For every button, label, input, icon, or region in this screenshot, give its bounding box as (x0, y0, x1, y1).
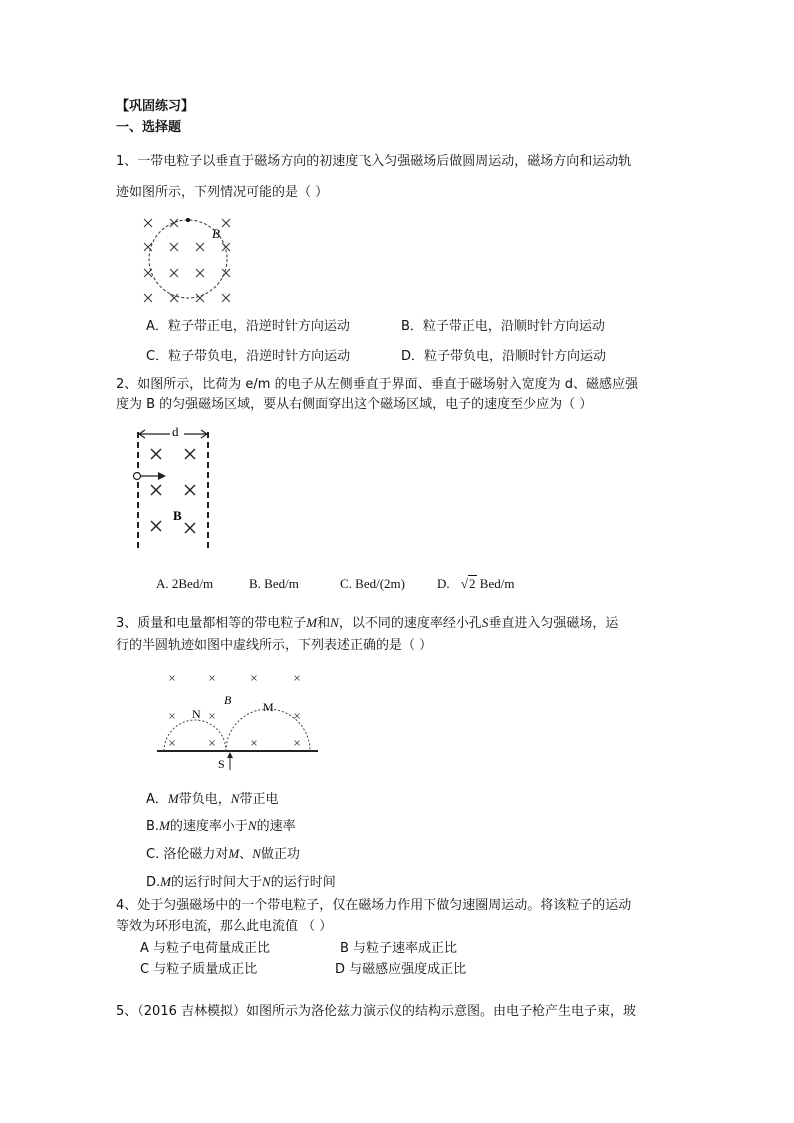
q1-option-b[interactable]: B．粒子带正电，沿顺时针方向运动 (401, 319, 605, 334)
q2-option-d[interactable] (437, 575, 514, 592)
q2-option-a[interactable]: A. 2Bed/m (156, 576, 214, 591)
electron-entry-point (134, 473, 141, 480)
q3-figure (152, 668, 322, 776)
q1-option-d[interactable]: D．粒子带负电，沿顺时针方向运动 (401, 349, 607, 364)
q2-option-c[interactable]: C. Bed/(2m) (340, 576, 405, 591)
particle-dot (186, 218, 190, 222)
q2-field-label: B (173, 508, 182, 523)
q1-figure (130, 205, 250, 315)
q3-label-n: N (192, 707, 201, 721)
q3-stem-line2: 行的半圆轨迹如图中虚线所示，下列表述正确的是（ ） (116, 638, 433, 653)
q2-width-label: d (172, 424, 179, 439)
q3-option-b[interactable]: B.M的速度率小于N的速率 (146, 818, 296, 834)
q3-option-a[interactable]: A．M带负电，N带正电 (146, 791, 279, 807)
q2-stem-line2: 度为 B 的匀强磁场区域，要从右侧面穿出这个磁场区域，电子的速度至少应为（ ） (116, 397, 593, 412)
q2-stem-line1: 2、如图所示，比荷为 e/m 的电子从左侧垂直于界面、垂直于磁场射入宽度为 d、磁感应强 (116, 377, 638, 392)
q5-stem-line1: 5、（2016 吉林模拟）如图所示为洛伦兹力演示仪的结构示意图。由电子枪产生电子束，玻 (116, 1004, 636, 1019)
q4-option-d[interactable]: D 与磁感应强度成正比 (335, 962, 467, 977)
q4-option-a[interactable]: A 与粒子电荷量成正比 (140, 941, 271, 956)
q2-option-d-prefix: D. (437, 576, 450, 591)
q4-stem-line2: 等效为环形电流，那么此电流值 （ ） (116, 919, 333, 934)
section-subtitle: 一、选择题 (116, 120, 182, 135)
q2-option-b[interactable]: B. Bed/m (249, 576, 299, 591)
q1-option-a[interactable]: A．粒子带正电，沿逆时针方向运动 (146, 319, 350, 334)
q1-field-label: B (212, 226, 220, 241)
q3-label-b: B (224, 693, 232, 707)
trajectory-n (164, 720, 226, 751)
q1-stem-line2: 迹如图所示，下列情况可能的是（ ） (116, 185, 329, 200)
q2-option-d-rest: Bed/m (479, 576, 515, 591)
q1-option-c[interactable]: C．粒子带负电，沿逆时针方向运动 (146, 349, 351, 364)
q3-label-m: M (263, 700, 274, 714)
q4-option-c[interactable]: C 与粒子质量成正比 (140, 962, 258, 977)
q2-figure (126, 422, 226, 554)
q1-stem-line1: 1、一带电粒子以垂直于磁场方向的初速度飞入匀强磁场后做圆周运动，磁场方向和运动轨 (116, 154, 632, 169)
q3-label-s: S (218, 757, 225, 771)
q3-option-d[interactable]: D.M的运行时间大于N的运行时间 (146, 874, 336, 890)
sqrt-symbol: √2 (460, 576, 476, 591)
section-bracket-title: 【巩固练习】 (116, 99, 195, 114)
q3-option-c[interactable]: C. 洛伦磁力对M、N做正功 (146, 846, 300, 862)
q3-stem-line1: 3、质量和电量都相等的带电粒子M和N，以不同的速度率经小孔S垂直进入匀强磁场，运 (116, 615, 619, 631)
q4-stem-line1: 4、处于匀强磁场中的一个带电粒子，仅在磁场力作用下做匀速圈周运动。将该粒子的运动 (116, 898, 632, 913)
q4-option-b[interactable]: B 与粒子速率成正比 (340, 941, 458, 956)
